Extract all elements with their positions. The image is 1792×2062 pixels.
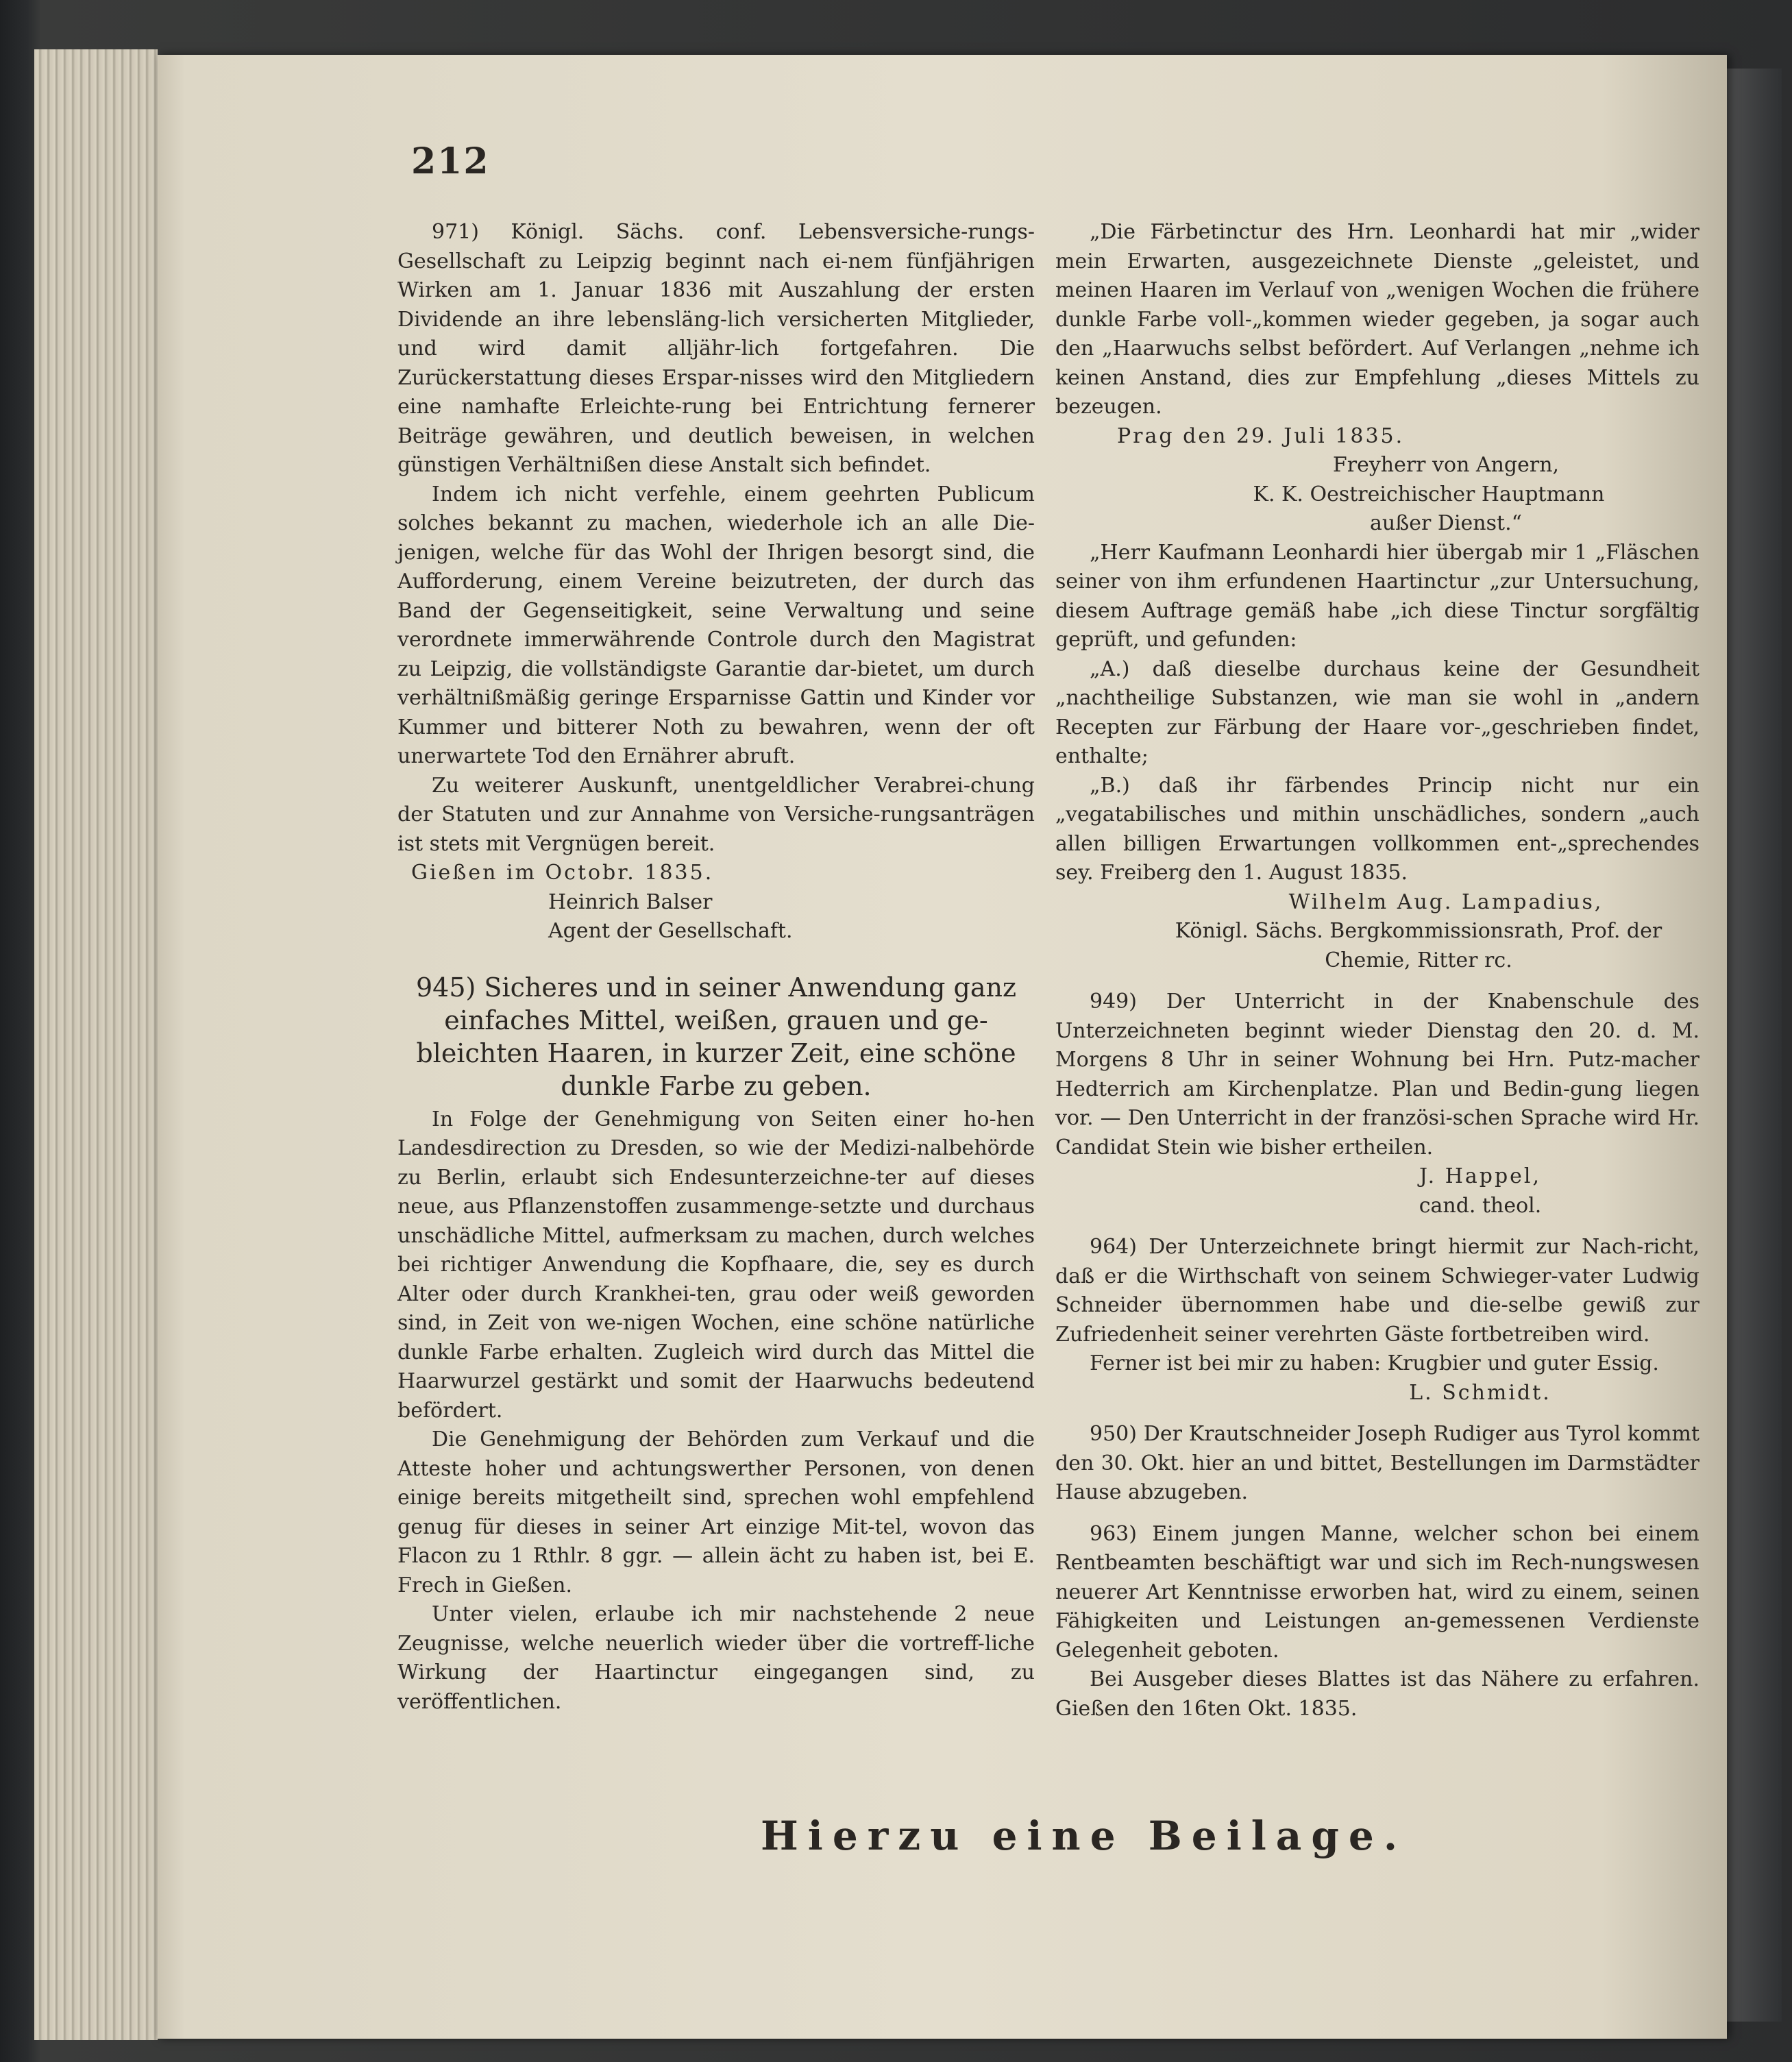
testimonial-2-signature-title: Königl. Sächs. Bergkommissionsrath, Prof. der Chemie, Ritter rc. [1175, 919, 1662, 972]
notice-971-signature: Heinrich Balser [548, 889, 713, 914]
testimonial-1-signature: Freyherr von Angern, [1332, 453, 1560, 477]
notice-949-signature-title: cand. theol. [1419, 1193, 1542, 1218]
notice-963: 963) Einem jungen Manne, welcher schon bei einem Rentbeamten beschäftigt war und sich im Rech-nungswesen neuerer Art Kenntnisse erworben hat, wird zu einem, seinen Fähigkeiten und Leistungen an-gemessenen Verdienste Gelegenheit geboten. [1055, 1521, 1699, 1662]
notice-964-signature: L. Schmidt. [1409, 1380, 1551, 1405]
testimonial-2-point-a: „A.) daß dieselbe durchaus keine der Gesundheit „nachtheilige Substanzen, wie man sie wohl in „andern Recepten zur Färbung der Haare vor-„geschrieben findet, enthalte; [1055, 656, 1699, 768]
notice-971-dateline: Gießen im Octobr. 1835. [411, 861, 714, 885]
notice-950: 950) Der Krautschneider Joseph Rudiger aus Tyrol kommt den 30. Okt. hier an und bittet, Bestellungen im Darmstädter Hause abzugeben. [1055, 1422, 1699, 1504]
testimonial-2-point-b: „B.) daß ihr färbendes Princip nicht nur ein „vegatabilisches und mithin unschädliches, sondern „auch allen billigen Erwartungen vollkommen ent-„sprechendes sey. Freiberg den 1. August 1835. [1055, 773, 1699, 885]
notice-971-signature-title: Agent der Gesellschaft. [548, 919, 793, 943]
testimonial-1: „Die Färbetinctur des Hrn. Leonhardi hat mir „wider mein Erwarten, ausgezeichnete Dienste „geleistet, und meinen Haaren im Verlauf von „wenigen Wochen die frühere dunkle Farbe voll-„kommen wieder gegeben, ja sogar auch den „Haarwuchs selbst befördert. Auf Verlangen „nehme ich keinen Anstand, dies zur Empfehlung „dieses Mittels zu bezeugen. [1055, 220, 1699, 419]
footer-supplement-note: Hierzu eine Beilage. [761, 1813, 1408, 1859]
notice-971: 971) Königl. Sächs. conf. Lebensversiche-rungs-Gesellschaft zu Leipzig beginnt nach ei-nem fünfjährigen Wirken am 1. Januar 1836 mit Auszahlung der ersten Dividende an ihre lebensläng-lich versicherten Mitglieder, und wird damit alljähr-lich fortgefahren. Die Zurückerstattung dieses Erspar-nisses wird den Mitgliedern eine namhafte Erleichte-rung bei Entrichtung fernerer Beiträge gewähren, und deutlich beweisen, in welchen günstigen Verhältnißen diese Anstalt sich befindet. [397, 220, 1035, 477]
notice-945-para3: Unter vielen, erlaube ich mir nachstehende 2 neue Zeugnisse, welche neuerlich wieder über die vortreff-liche Wirkung der Haartinctur eingegangen sind, zu veröffentlichen. [397, 1602, 1035, 1714]
notice-945-para2: Die Genehmigung der Behörden zum Verkauf und die Atteste hoher und achtungswerther Personen, von denen einige bereits mitgetheilt sind, sprechen wohl empfehlend genug für dieses in seiner Art einzige Mit-tel, wovon das Flacon zu 1 Rthlr. 8 ggr. — allein ächt zu haben ist, bei E. Frech in Gießen. [397, 1427, 1035, 1597]
testimonial-2: „Herr Kaufmann Leonhardi hier übergab mir 1 „Fläschen seiner von ihm erfundenen Haartinctur „zur Untersuchung, diesem Auftrage gemäß habe „ich diese Tinctur sorgfältig geprüft, und gefunden: [1055, 540, 1699, 652]
notice-945-para1: In Folge der Genehmigung von Seiten einer ho-hen Landesdirection zu Dresden, so wie der Medizi-nalbehörde zu Berlin, erlaubt sich Endesunterzeichne-ter auf dieses neue, aus Pflanzenstoffen zusammenge-setzte und durchaus unschädliche Mittel, aufmerksam zu machen, durch welches bei richtiger Anwendung die Kopfhaare, die, sey es durch Alter oder durch Krankhei-ten, grau oder weiß geworden sind, in Zeit von we-nigen Wochen, eine schöne natürliche dunkle Farbe erhalten. Zugleich wird durch das Mittel die Haarwurzel gestärkt und somit der Haarwuchs bedeutend befördert. [397, 1107, 1035, 1423]
notice-949: 949) Der Unterricht in der Knabenschule des Unterzeichneten beginnt wieder Dienstag den 20. d. M. Morgens 8 Uhr in seiner Wohnung bei Hrn. Putz-macher Hedterrich am Kirchenplatze. Plan und Bedin-gung liegen vor. — Den Unterricht in der französi-schen Sprache wird Hr. Candidat Stein wie bisher ertheilen. [1055, 990, 1699, 1159]
testimonial-2-signature: Wilhelm Aug. Lampadius, [1288, 889, 1604, 914]
notice-971-para2: Indem ich nicht verfehle, einem geehrten Publicum solches bekannt zu machen, wiederhole ich an alle Die-jenigen, welche für das Wohl der Ihrigen besorgt sind, die Aufforderung, einem Vereine beizutreten, der durch das Band der Gegenseitigkeit, seine Verwaltung und seine verordnete immerwährende Controle durch den Magistrat zu Leipzig, die vollständigste Garantie dar-bietet, um durch verhältnißmäßig geringe Ersparnisse Gattin und Kinder vor Kummer und bitterer Noth zu bewahren, wenn der oft unerwartete Tod den Ernährer abruft. [397, 482, 1035, 768]
right-column [1055, 218, 1699, 1723]
testimonial-1-signature-note: außer Dienst.“ [1370, 511, 1522, 535]
notice-949-signature: J. Happel, [1419, 1164, 1542, 1188]
notice-964-para2: Ferner ist bei mir zu haben: Krugbier und guter Essig. [1090, 1351, 1659, 1375]
notice-964: 964) Der Unterzeichnete bringt hiermit zur Nach-richt, daß er die Wirthschaft von seinem Schwieger-vater Ludwig Schneider übernommen habe und die-selbe gewiß zur Zufriedenheit seiner verehrten Gäste fortbetreiben wird. [1055, 1235, 1699, 1347]
notice-945-heading: 945) Sicheres und in seiner Anwendung ganz einfaches Mittel, weißen, grauen und ge-bleichten Haaren, in kurzer Zeit, eine schöne dunkle Farbe zu geben. [415, 972, 1017, 1101]
notice-971-para3: Zu weiterer Auskunft, unentgeldlicher Verabrei-chung der Statuten und zur Annahme von Versiche-rungsanträgen ist stets mit Vergnügen bereit. [397, 773, 1035, 856]
notice-963-para2: Bei Ausgeber dieses Blattes ist das Nähere zu erfahren. Gießen den 16ten Okt. 1835. [1055, 1667, 1699, 1721]
left-column [397, 218, 1035, 1717]
page-edges [34, 49, 158, 2040]
page-number: 212 [411, 140, 490, 182]
testimonial-1-signature-title: K. K. Oestreichischer Hauptmann [1253, 482, 1605, 506]
testimonial-1-dateline: Prag den 29. Juli 1835. [1117, 424, 1405, 448]
